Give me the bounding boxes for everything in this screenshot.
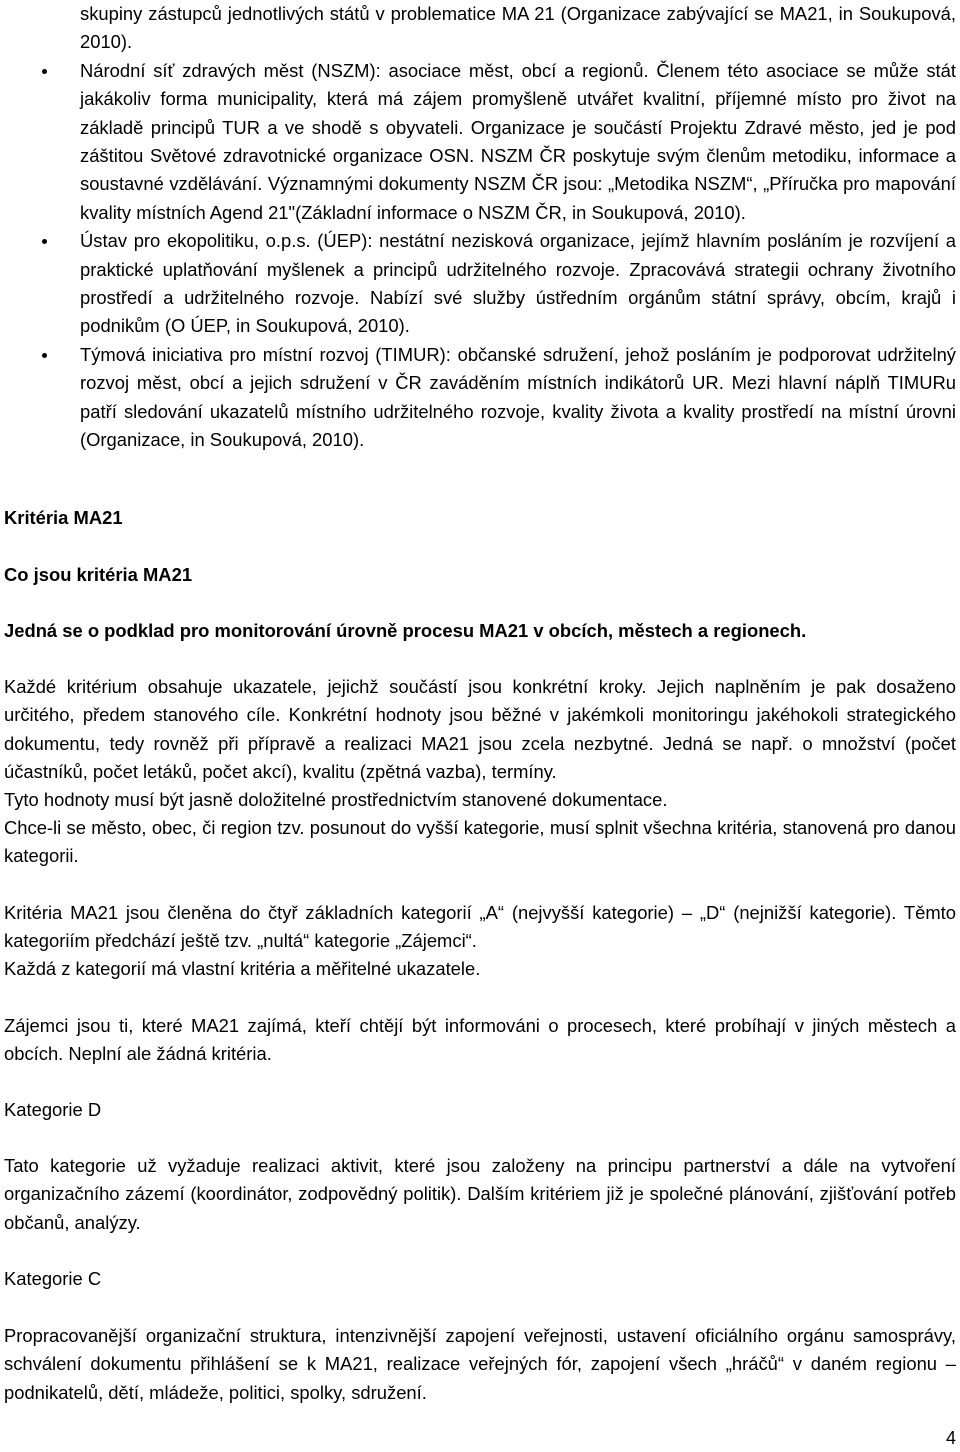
list-item-text: skupiny zástupců jednotlivých států v problematice MA 21 (Organizace zabývající se MA21, in Soukupová, 2010). xyxy=(80,3,956,53)
section-heading-criteria: Kritéria MA21 xyxy=(4,507,123,528)
paragraph: Kritéria MA21 jsou členěna do čtyř základních kategorií „A“ (nejvyšší kategorie) – „D“ (nejnižší kategorie). Těmto kategoriím předchází ještě tzv. „nultá“ kategorie „Zájemci“. xyxy=(4,902,956,952)
paragraph: Chce-li se město, obec, či region tzv. posunout do vyšší kategorie, musí splnit všechna kritéria, stanovená pro danou kategorii. xyxy=(4,817,956,867)
list-item-text: Národní síť zdravých měst (NSZM): asociace měst, obcí a regionů. Členem této asociace se může stát jakákoliv forma municipality, která má zájem promyšleně utvářet kvalitní, příjemné místo pro život na základě principů TUR a ve shodě s obyvateli. Organizace je součástí Projektu Zdravé město, jed je pod záštitou Světové zdravotnické organizace OSN. NSZM ČR poskytuje svým členům metodiku, informace a soustavné vzdělávání. Významnými dokumenty NSZM ČR jsou: „Metodika NSZM“, „Příručka pro mapování kvality místních Agend 21"(Základní informace o NSZM ČR, in Soukupová, 2010). xyxy=(80,59,956,223)
bullet-icon xyxy=(42,239,47,244)
list-item-text: Týmová iniciativa pro místní rozvoj (TIMUR): občanské sdružení, jehož posláním je podporovat udržitelný rozvoj měst, obcí a jejich sdružení v ČR zaváděním místních indikátorů UR. Mezi hlavní náplň TIMURu patří sledování ukazatelů místního udržitelného rozvoje, kvality života a kvality prostředí na místní úrovni (Organizace, in Soukupová, 2010). xyxy=(80,343,956,451)
list-item xyxy=(0,57,960,227)
paragraph: Zájemci jsou ti, které MA21 zajímá, kteří chtějí být informováni o procesech, které probíhají v jiných městech a obcích. Neplní ale žádná kritéria. xyxy=(4,1015,956,1065)
bullet-icon xyxy=(42,69,47,74)
section-heading-category-d: Kategorie D xyxy=(4,1099,102,1120)
organization-list xyxy=(0,0,960,455)
list-item xyxy=(0,227,960,341)
list-item xyxy=(0,341,960,455)
page-number: 4 xyxy=(945,1428,956,1448)
bullet-icon xyxy=(42,353,47,358)
paragraph: Každá z kategorií má vlastní kritéria a měřitelné ukazatele. xyxy=(4,958,481,979)
list-item xyxy=(0,0,960,57)
lead-statement: Jedná se o podklad pro monitorování úrovně procesu MA21 v obcích, městech a regionech. xyxy=(4,620,807,641)
paragraph: Každé kritérium obsahuje ukazatele, jejichž součástí jsou konkrétní kroky. Jejich naplněním je pak dosaženo určitého, předem stanového cíle. Konkrétní hodnoty jsou běžné v jakémkoli monitoringu jakéhokoli strategického dokumentu, tedy rovněž při přípravě a realizaci MA21 jsou zcela nezbytné. Jedná se např. o množství (počet účastníků, počet letáků, počet akcí), kvalitu (zpětná vazba), termíny. xyxy=(4,676,956,783)
paragraph: Propracovanější organizační struktura, intenzivnější zapojení veřejnosti, ustavení oficiálního orgánu samosprávy, schválení dokumentu přihlášení se k MA21, realizace veřejných fór, zapojení všech „hráčů“ v daném regionu – podnikatelů, dětí, mládeže, politici, spolky, sdružení. xyxy=(4,1325,956,1403)
paragraph: Tyto hodnoty musí být jasně doložitelné prostřednictvím stanovené dokumentace. xyxy=(4,789,668,810)
section-heading-what-are: Co jsou kritéria MA21 xyxy=(4,564,193,585)
paragraph: Tato kategorie už vyžaduje realizaci aktivit, které jsou založeny na principu partnerství a dále na vytvoření organizačního zázemí (koordinátor, zodpovědný politik). Dalším kritériem již je společné plánování, zjišťování potřeb občanů, analýzy. xyxy=(4,1155,956,1233)
list-item-text: Ústav pro ekopolitiku, o.p.s. (ÚEP): nestátní nezisková organizace, jejímž hlavním posláním je rozvíjení a praktické uplatňování myšlenek a principů udržitelného rozvoje. Zpracovává strategii ochrany životního prostředí a udržitelného rozvoje. Nabízí své služby ústředním orgánům státní správy, obcím, krajů i podnikům (O ÚEP, in Soukupová, 2010). xyxy=(80,230,956,337)
section-heading-category-c: Kategorie C xyxy=(4,1268,102,1289)
